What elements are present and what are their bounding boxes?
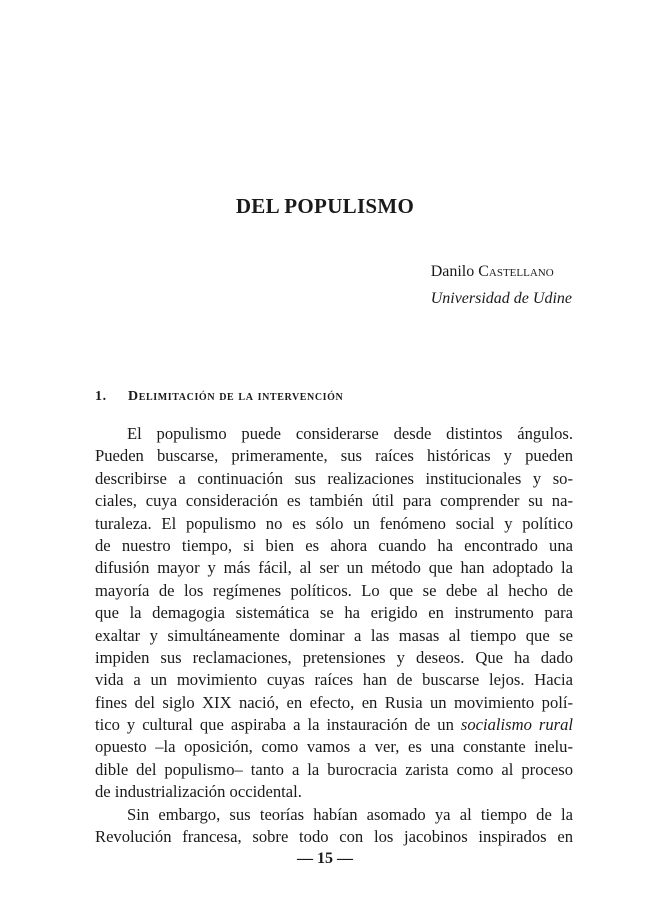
text-line <box>95 714 573 736</box>
text-segment: tico y cultural que aspiraba a la instauración de un <box>95 715 461 735</box>
text-line: El populismo puede considerarse desde distintos ángulos. <box>127 424 573 443</box>
text-line: Revolución francesa, sobre todo con los jacobinos inspirados en <box>95 827 573 847</box>
author-block <box>431 258 572 312</box>
text-line: de industrialización occidental. <box>95 782 302 802</box>
text-line: opuesto –la oposición, como vamos a ver, es una constante inelu- <box>95 737 573 757</box>
text-line: mayoría de los regímenes políticos. Lo que se debe al hecho de <box>95 580 573 600</box>
section-heading <box>95 389 343 405</box>
text-line: Pueden buscarse, primeramente, sus raíces históricas y pueden <box>95 446 573 466</box>
author-last-name: Castellano <box>478 263 554 280</box>
text-line: de nuestro tiempo, si bien es ahora cuando ha encontrado una <box>95 535 573 555</box>
text-line: exaltar y simultáneamente dominar a las masas al tiempo que se <box>95 625 573 645</box>
section-title: Delimitación de la intervención <box>128 389 344 404</box>
article-title: DEL POPULISMO <box>235 194 415 218</box>
text-line: difusión mayor y más fácil, al ser un método que han adoptado la <box>95 558 573 578</box>
author-affiliation: Universidad de Udine <box>430 290 572 307</box>
text-line: vida a un movimiento cuyas raíces han de buscarse lejos. Hacia <box>95 670 573 690</box>
section-number: 1. <box>95 389 107 404</box>
text-line: dible del populismo– tanto a la burocracia zarista como al proceso <box>95 759 573 779</box>
text-line: Sin embargo, sus teorías habían asomado ya al tiempo de la <box>127 804 573 824</box>
text-line: que la demagogia sistemática se ha erigido en instrumento para <box>95 603 573 623</box>
author-name <box>431 258 572 285</box>
text-line: describirse a continuación sus realizaciones institucionales y so- <box>95 468 573 488</box>
text-line: fines del siglo XIX nació, en efecto, en Rusia un movimiento polí- <box>95 692 573 712</box>
italic-term: socialismo rural <box>460 715 573 735</box>
author-first-name: Danilo <box>430 263 475 280</box>
page-number: — 15 — <box>297 850 353 867</box>
text-line: impiden sus reclamaciones, pretensiones y deseos. Que ha dado <box>95 647 573 667</box>
body-text <box>95 423 573 848</box>
text-line: turaleza. El populismo no es sólo un fenómeno social y político <box>95 513 573 533</box>
text-line: ciales, cuya consideración es también útil para comprender su na- <box>95 491 573 511</box>
